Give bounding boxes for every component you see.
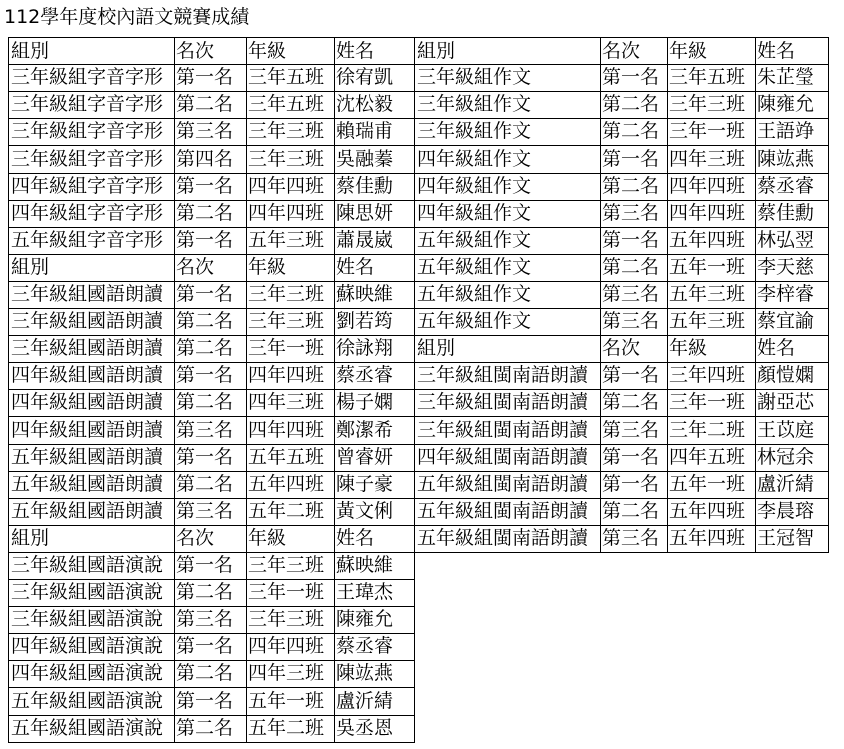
- grade-cell[interactable]: 三年三班: [246, 552, 335, 580]
- name-cell[interactable]: 蔡佳勳: [334, 173, 415, 201]
- rank-cell[interactable]: 第三名: [600, 281, 668, 309]
- group-cell[interactable]: 三年級組作文: [414, 91, 601, 119]
- grade-cell[interactable]: 五年三班: [667, 281, 756, 309]
- name-cell[interactable]: 劉若筠: [334, 308, 415, 336]
- rank-cell[interactable]: 第二名: [600, 498, 668, 526]
- rank-cell[interactable]: 第二名: [174, 471, 247, 499]
- name-cell[interactable]: 陳竑燕: [755, 145, 829, 174]
- name-cell[interactable]: 林冠余: [755, 444, 829, 472]
- rank-cell[interactable]: 第一名: [174, 281, 247, 309]
- rank-cell[interactable]: 第三名: [174, 606, 247, 634]
- grade-cell[interactable]: 五年一班: [667, 471, 756, 499]
- group-cell[interactable]: 五年級組作文: [414, 281, 601, 309]
- name-cell[interactable]: 蔡宜諭: [755, 308, 829, 336]
- name-cell[interactable]: 王冠智: [755, 525, 829, 553]
- rank-cell[interactable]: 第二名: [174, 91, 247, 119]
- grade-cell[interactable]: 四年三班: [246, 660, 335, 688]
- rank-cell[interactable]: 第一名: [600, 227, 668, 255]
- grade-cell[interactable]: 三年三班: [667, 91, 756, 119]
- name-cell[interactable]: 徐詠翔: [334, 335, 415, 363]
- rank-cell[interactable]: 第三名: [174, 498, 247, 526]
- rank-cell[interactable]: 第二名: [600, 254, 668, 282]
- rank-cell[interactable]: 第三名: [174, 416, 247, 445]
- grade-cell[interactable]: 四年四班: [246, 200, 335, 228]
- header-group-cell[interactable]: 組別: [8, 37, 175, 65]
- rank-cell[interactable]: 第一名: [174, 64, 247, 92]
- group-cell[interactable]: 五年級組國語演說: [8, 687, 175, 716]
- grade-cell[interactable]: 三年一班: [667, 389, 756, 417]
- name-cell[interactable]: 沈松毅: [334, 91, 415, 119]
- group-cell[interactable]: 五年級組國語朗讀: [8, 444, 175, 472]
- grade-cell[interactable]: 三年四班: [667, 362, 756, 390]
- rank-cell[interactable]: 第二名: [174, 579, 247, 607]
- grade-cell[interactable]: 三年三班: [246, 308, 335, 336]
- name-cell[interactable]: 陳雍允: [755, 91, 829, 119]
- grade-cell[interactable]: 四年五班: [667, 444, 756, 472]
- grade-cell[interactable]: 三年三班: [246, 606, 335, 634]
- grade-cell[interactable]: 五年四班: [246, 471, 335, 499]
- grade-cell[interactable]: 三年一班: [246, 579, 335, 607]
- name-cell[interactable]: 李梓睿: [755, 281, 829, 309]
- name-cell[interactable]: 王語竫: [755, 118, 829, 146]
- header-grade-cell[interactable]: 年級: [667, 37, 756, 65]
- header-rank-cell[interactable]: 名次: [600, 37, 668, 65]
- name-cell[interactable]: 王苡庭: [755, 416, 829, 445]
- group-cell[interactable]: 三年級組作文: [414, 118, 601, 146]
- group-cell[interactable]: 三年級組國語朗讀: [8, 335, 175, 363]
- grade-cell[interactable]: 五年四班: [667, 498, 756, 526]
- group-cell[interactable]: 四年級組字音字形: [8, 173, 175, 201]
- group-cell[interactable]: 三年級組閩南語朗讀: [414, 389, 601, 417]
- group-cell[interactable]: 三年級組國語朗讀: [8, 308, 175, 336]
- header-name-cell[interactable]: 姓名: [334, 525, 415, 553]
- name-cell[interactable]: 蔡丞睿: [334, 362, 415, 390]
- grade-cell[interactable]: 五年二班: [246, 498, 335, 526]
- rank-cell[interactable]: 第二名: [600, 173, 668, 201]
- header-grade-cell[interactable]: 年級: [667, 335, 756, 363]
- rank-cell[interactable]: 第一名: [600, 471, 668, 499]
- rank-cell[interactable]: 第二名: [600, 389, 668, 417]
- rank-cell[interactable]: 第一名: [174, 227, 247, 255]
- name-cell[interactable]: 陳雍允: [334, 606, 415, 634]
- name-cell[interactable]: 楊子嫻: [334, 389, 415, 417]
- group-cell[interactable]: 四年級組閩南語朗讀: [414, 444, 601, 472]
- rank-cell[interactable]: 第三名: [600, 416, 668, 445]
- grade-cell[interactable]: 五年二班: [246, 715, 335, 743]
- grade-cell[interactable]: 三年一班: [246, 335, 335, 363]
- name-cell[interactable]: 蔡丞睿: [334, 633, 415, 661]
- group-cell[interactable]: 四年級組國語演說: [8, 660, 175, 688]
- name-cell[interactable]: 徐宥凱: [334, 64, 415, 92]
- rank-cell[interactable]: 第二名: [600, 118, 668, 146]
- grade-cell[interactable]: 三年三班: [246, 118, 335, 146]
- header-name-cell[interactable]: 姓名: [755, 335, 829, 363]
- name-cell[interactable]: 蔡佳勳: [755, 200, 829, 228]
- rank-cell[interactable]: 第三名: [600, 200, 668, 228]
- grade-cell[interactable]: 四年四班: [667, 200, 756, 228]
- header-name-cell[interactable]: 姓名: [755, 37, 829, 65]
- header-name-cell[interactable]: 姓名: [334, 37, 415, 65]
- name-cell[interactable]: 陳竑燕: [334, 660, 415, 688]
- group-cell[interactable]: 五年級組閩南語朗讀: [414, 471, 601, 499]
- grade-cell[interactable]: 四年四班: [246, 633, 335, 661]
- name-cell[interactable]: 李天慈: [755, 254, 829, 282]
- rank-cell[interactable]: 第二名: [174, 335, 247, 363]
- rank-cell[interactable]: 第三名: [600, 308, 668, 336]
- name-cell[interactable]: 蕭晟崴: [334, 227, 415, 255]
- group-cell[interactable]: 四年級組字音字形: [8, 200, 175, 228]
- header-grade-cell[interactable]: 年級: [246, 37, 335, 65]
- name-cell[interactable]: 吳融蓁: [334, 145, 415, 174]
- rank-cell[interactable]: 第三名: [174, 118, 247, 146]
- header-grade-cell[interactable]: 年級: [246, 254, 335, 282]
- header-group-cell[interactable]: 組別: [414, 335, 601, 363]
- group-cell[interactable]: 三年級組閩南語朗讀: [414, 362, 601, 390]
- rank-cell[interactable]: 第二名: [174, 715, 247, 743]
- header-group-cell[interactable]: 組別: [8, 254, 175, 282]
- grade-cell[interactable]: 四年四班: [246, 416, 335, 445]
- rank-cell[interactable]: 第二名: [174, 308, 247, 336]
- name-cell[interactable]: 顏愷嫻: [755, 362, 829, 390]
- rank-cell[interactable]: 第一名: [174, 552, 247, 580]
- grade-cell[interactable]: 五年一班: [246, 687, 335, 716]
- rank-cell[interactable]: 第二名: [174, 389, 247, 417]
- group-cell[interactable]: 四年級組國語朗讀: [8, 362, 175, 390]
- header-rank-cell[interactable]: 名次: [174, 525, 247, 553]
- header-rank-cell[interactable]: 名次: [174, 37, 247, 65]
- rank-cell[interactable]: 第一名: [174, 173, 247, 201]
- name-cell[interactable]: 黃文俐: [334, 498, 415, 526]
- rank-cell[interactable]: 第一名: [174, 444, 247, 472]
- grade-cell[interactable]: 五年四班: [667, 525, 756, 553]
- rank-cell[interactable]: 第一名: [600, 362, 668, 390]
- name-cell[interactable]: 陳思妍: [334, 200, 415, 228]
- group-cell[interactable]: 五年級組國語演說: [8, 715, 175, 743]
- grade-cell[interactable]: 三年五班: [667, 64, 756, 92]
- group-cell[interactable]: 三年級組國語演說: [8, 606, 175, 634]
- grade-cell[interactable]: 三年三班: [246, 145, 335, 174]
- group-cell[interactable]: 三年級組國語演說: [8, 552, 175, 580]
- group-cell[interactable]: 三年級組閩南語朗讀: [414, 416, 601, 445]
- name-cell[interactable]: 吳丞恩: [334, 715, 415, 743]
- sheet-title[interactable]: 112學年度校內語文競賽成績: [4, 6, 250, 28]
- rank-cell[interactable]: 第一名: [600, 64, 668, 92]
- rank-cell[interactable]: 第二名: [600, 91, 668, 119]
- grade-cell[interactable]: 五年一班: [667, 254, 756, 282]
- rank-cell[interactable]: 第一名: [600, 145, 668, 174]
- group-cell[interactable]: 五年級組國語朗讀: [8, 498, 175, 526]
- rank-cell[interactable]: 第三名: [600, 525, 668, 553]
- header-grade-cell[interactable]: 年級: [246, 525, 335, 553]
- name-cell[interactable]: 蘇映維: [334, 281, 415, 309]
- rank-cell[interactable]: 第一名: [600, 444, 668, 472]
- header-rank-cell[interactable]: 名次: [174, 254, 247, 282]
- rank-cell[interactable]: 第四名: [174, 145, 247, 174]
- name-cell[interactable]: 朱芷瑩: [755, 64, 829, 92]
- group-cell[interactable]: 五年級組閩南語朗讀: [414, 525, 601, 553]
- group-cell[interactable]: 三年級組字音字形: [8, 145, 175, 174]
- name-cell[interactable]: 林弘翌: [755, 227, 829, 255]
- group-cell[interactable]: 三年級組國語演說: [8, 579, 175, 607]
- group-cell[interactable]: 四年級組作文: [414, 200, 601, 228]
- group-cell[interactable]: 五年級組國語朗讀: [8, 471, 175, 499]
- header-rank-cell[interactable]: 名次: [600, 335, 668, 363]
- name-cell[interactable]: 謝亞芯: [755, 389, 829, 417]
- group-cell[interactable]: 四年級組國語朗讀: [8, 389, 175, 417]
- grade-cell[interactable]: 三年二班: [667, 416, 756, 445]
- name-cell[interactable]: 李晨瑢: [755, 498, 829, 526]
- grade-cell[interactable]: 四年三班: [246, 389, 335, 417]
- grade-cell[interactable]: 四年四班: [246, 173, 335, 201]
- grade-cell[interactable]: 四年四班: [246, 362, 335, 390]
- name-cell[interactable]: 蔡丞睿: [755, 173, 829, 201]
- grade-cell[interactable]: 四年三班: [667, 145, 756, 174]
- name-cell[interactable]: 王瑋杰: [334, 579, 415, 607]
- group-cell[interactable]: 四年級組作文: [414, 173, 601, 201]
- group-cell[interactable]: 五年級組字音字形: [8, 227, 175, 255]
- rank-cell[interactable]: 第一名: [174, 633, 247, 661]
- rank-cell[interactable]: 第一名: [174, 362, 247, 390]
- header-group-cell[interactable]: 組別: [8, 525, 175, 553]
- rank-cell[interactable]: 第一名: [174, 687, 247, 716]
- group-cell[interactable]: 三年級組字音字形: [8, 118, 175, 146]
- grade-cell[interactable]: 三年一班: [667, 118, 756, 146]
- group-cell[interactable]: 五年級組閩南語朗讀: [414, 498, 601, 526]
- name-cell[interactable]: 賴瑞甫: [334, 118, 415, 146]
- grade-cell[interactable]: 五年五班: [246, 444, 335, 472]
- name-cell[interactable]: 陳子豪: [334, 471, 415, 499]
- group-cell[interactable]: 五年級組作文: [414, 227, 601, 255]
- grade-cell[interactable]: 三年五班: [246, 64, 335, 92]
- header-name-cell[interactable]: 姓名: [334, 254, 415, 282]
- name-cell[interactable]: 鄭潔希: [334, 416, 415, 445]
- header-group-cell[interactable]: 組別: [414, 37, 601, 65]
- grade-cell[interactable]: 五年三班: [667, 308, 756, 336]
- rank-cell[interactable]: 第二名: [174, 200, 247, 228]
- group-cell[interactable]: 四年級組國語朗讀: [8, 416, 175, 445]
- grade-cell[interactable]: 五年三班: [246, 227, 335, 255]
- group-cell[interactable]: 三年級組國語朗讀: [8, 281, 175, 309]
- rank-cell[interactable]: 第二名: [174, 660, 247, 688]
- group-cell[interactable]: 三年級組作文: [414, 64, 601, 92]
- grade-cell[interactable]: 三年三班: [246, 281, 335, 309]
- group-cell[interactable]: 三年級組字音字形: [8, 91, 175, 119]
- name-cell[interactable]: 曾睿妍: [334, 444, 415, 472]
- name-cell[interactable]: 盧沂綪: [755, 471, 829, 499]
- group-cell[interactable]: 五年級組作文: [414, 254, 601, 282]
- grade-cell[interactable]: 三年五班: [246, 91, 335, 119]
- group-cell[interactable]: 四年級組國語演說: [8, 633, 175, 661]
- group-cell[interactable]: 五年級組作文: [414, 308, 601, 336]
- group-cell[interactable]: 三年級組字音字形: [8, 64, 175, 92]
- group-cell[interactable]: 四年級組作文: [414, 145, 601, 174]
- name-cell[interactable]: 蘇映維: [334, 552, 415, 580]
- name-cell[interactable]: 盧沂綪: [334, 687, 415, 716]
- grade-cell[interactable]: 四年四班: [667, 173, 756, 201]
- grade-cell[interactable]: 五年四班: [667, 227, 756, 255]
